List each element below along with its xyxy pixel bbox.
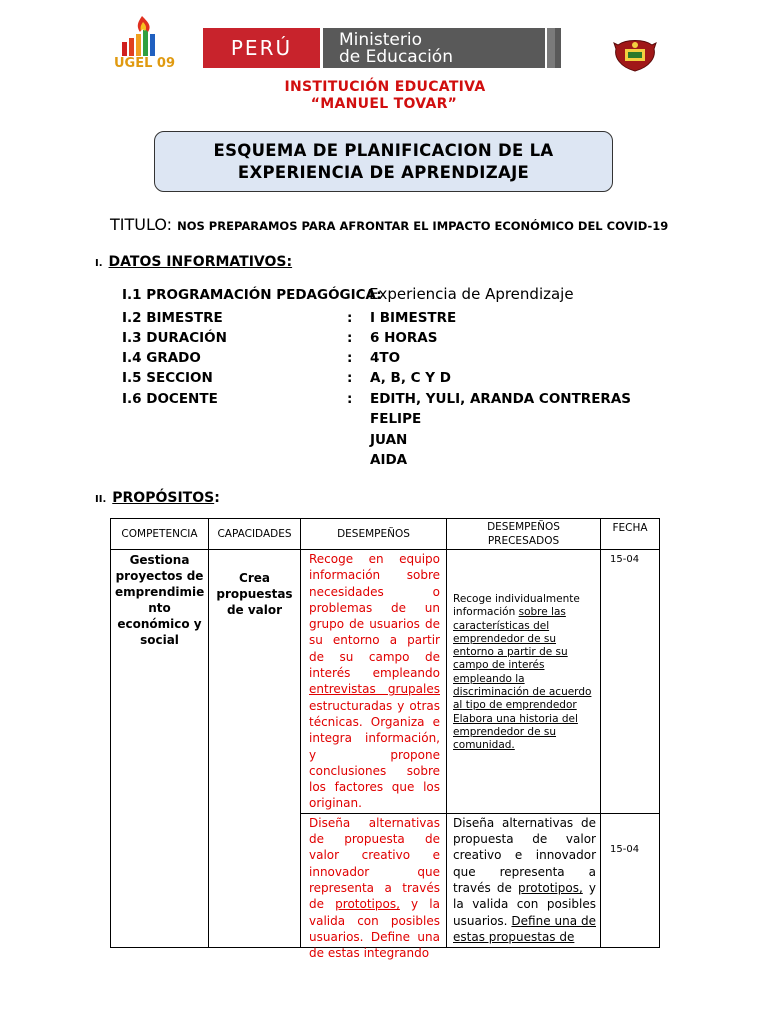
- section-title: DATOS INFORMATIVOS:: [108, 254, 293, 270]
- desempeno-precisado-cell: [447, 813, 601, 947]
- duracion-label: I.3 DURACIÓN: [122, 330, 227, 346]
- peru-label: PERÚ: [230, 36, 293, 60]
- colon: :: [347, 330, 353, 346]
- header-desempenos-precisados-line2: PRECESADOS: [487, 535, 560, 547]
- precisado-text: Diseña alternativas de propuesta de valor creativo e innovador que representa a través de: [453, 815, 596, 895]
- ministry-logo: [203, 28, 561, 68]
- document-title-line1: ESQUEMA DE PLANIFICACION DE LA: [213, 141, 554, 160]
- table-header-row: [111, 519, 660, 550]
- table-row: [111, 550, 660, 814]
- header-desempenos-precisados-line1: DESEMPEÑOS: [487, 521, 560, 533]
- desempeno-text: y la valida con posibles usuarios. Define una de estas integrando: [309, 897, 440, 961]
- header-desempenos: DESEMPEÑOS: [301, 519, 447, 550]
- desempeno-precisado-cell: [447, 550, 601, 814]
- section-propositos: [95, 490, 220, 506]
- ministry-name-line1: Ministerio: [339, 30, 422, 50]
- seccion-label: I.5 SECCION: [122, 370, 213, 386]
- ministry-name-line2: de Educación: [339, 47, 453, 67]
- desempeno-text: Recoge en equipo información sobre necesidades o problemas de un grupo de usuarios de su entorno a partir de su campo de interés empleando: [309, 552, 440, 681]
- colon: :: [347, 370, 353, 386]
- fecha-cell: 15-04: [601, 550, 660, 814]
- competencia-cell: Gestiona proyectos de emprendimie nto económico y social: [111, 550, 209, 948]
- colon: :: [347, 391, 353, 407]
- section-title: PROPÓSITOS: [112, 490, 215, 506]
- school-name: “MANUEL TOVAR”: [310, 96, 458, 112]
- colon: :: [347, 350, 353, 366]
- desempeno-text: estructuradas y otras técnicas. Organiza e integra información, y propone conclusiones sobre los factores que los originan.: [309, 698, 440, 811]
- header-competencia: COMPETENCIA: [111, 519, 209, 550]
- section-colon: :: [214, 490, 220, 506]
- header-desempenos-precisados: [447, 519, 601, 550]
- precisado-underlined: Define una de estas propuestas de: [453, 913, 596, 944]
- bimestre-label: I.2 BIMESTRE: [122, 310, 223, 326]
- precisado-underlined: sobre las características del emprendedor de su entorno a partir de su campo de interés empleando la discriminación de acuerdo al tipo de emprendedor Elabora una historia del emprendedor de su comunidad.: [453, 606, 592, 752]
- prog-label: I.1 PROGRAMACIÓN PEDAGÓGICA:: [122, 287, 382, 303]
- desempeno-underlined: entrevistas grupales: [309, 682, 440, 697]
- ugel-logo: [112, 14, 174, 70]
- precisado-text: Recoge individualmente información: [453, 593, 580, 619]
- school-shield-icon: [612, 37, 658, 73]
- capacidad-cell: Crea propuestas de valor: [209, 550, 301, 948]
- propositos-table: [110, 518, 660, 961]
- header-fecha: FECHA: [601, 519, 660, 550]
- docente-value: AIDA: [370, 452, 408, 468]
- desempeno-text: Diseña alternativas de propuesta de valor creativo e innovador que representa a través de: [309, 815, 440, 912]
- desempeno-cell: [301, 813, 447, 961]
- school-label: INSTITUCIÓN EDUCATIVA: [284, 79, 486, 95]
- docente-value: FELIPE: [370, 411, 422, 427]
- bimestre-value: I BIMESTRE: [370, 310, 457, 326]
- seccion-value: A, B, C Y D: [370, 370, 451, 386]
- grado-value: 4TO: [370, 350, 401, 366]
- docente-value: JUAN: [370, 432, 408, 448]
- ministry-name-box: [320, 28, 561, 68]
- precisado-underlined: prototipos,: [518, 880, 583, 895]
- document-title-box: [154, 131, 613, 192]
- fecha-cell: 15-04: [601, 813, 660, 947]
- docente-value: EDITH, YULI, ARANDA CONTRERAS: [370, 391, 631, 407]
- section-number: I.: [95, 258, 103, 269]
- titulo-label: TITULO:: [110, 215, 173, 234]
- peru-label-box: [203, 28, 320, 68]
- section-datos-informativos: [95, 254, 292, 270]
- desempeno-cell: [301, 550, 447, 814]
- header-capacidades: CAPACIDADES: [209, 519, 301, 550]
- grado-label: I.4 GRADO: [122, 350, 201, 366]
- colon: :: [347, 310, 353, 326]
- precisado-text: y la valida con posibles usuarios.: [453, 880, 597, 928]
- titulo-line: [110, 215, 668, 234]
- prog-value: Experiencia de Aprendizaje: [369, 285, 574, 303]
- titulo-value: NOS PREPARAMOS PARA AFRONTAR EL IMPACTO ECONÓMICO DEL COVID-19: [177, 219, 669, 233]
- document-title-line2: EXPERIENCIA DE APRENDIZAJE: [237, 163, 530, 182]
- docente-label: I.6 DOCENTE: [122, 391, 218, 407]
- desempeno-underlined: prototipos,: [335, 897, 400, 912]
- section-number: II.: [95, 494, 107, 505]
- ministry-logo-strip: [545, 28, 555, 68]
- duracion-value: 6 HORAS: [370, 330, 438, 346]
- svg-text:UGEL 09: UGEL 09: [114, 56, 176, 71]
